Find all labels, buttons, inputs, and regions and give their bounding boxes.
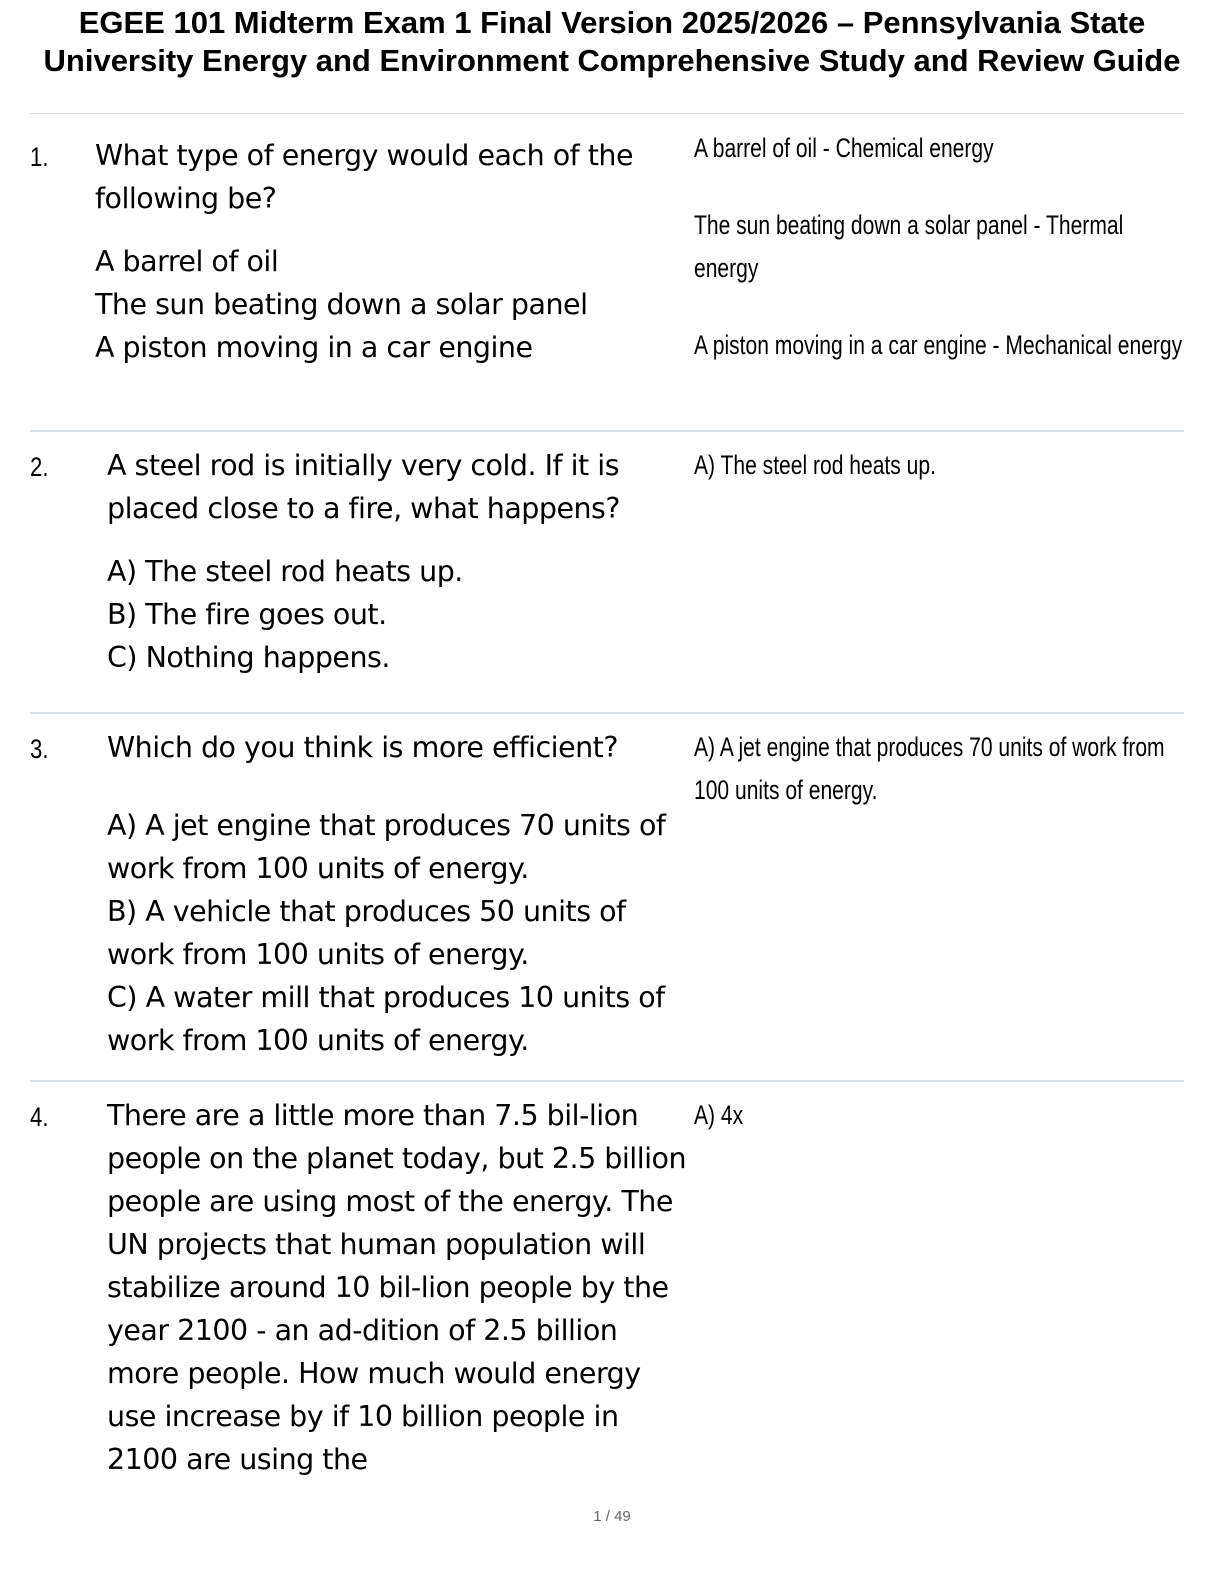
divider [30, 1080, 1184, 1082]
answer-1 [694, 127, 1184, 367]
page-number: 1 / 49 [593, 1508, 631, 1525]
option: A barrel of oil [95, 245, 279, 278]
answer-4 [694, 1094, 1184, 1137]
option: A) The steel rod heats up. [107, 555, 463, 588]
answer-3 [694, 726, 1184, 812]
option: B) The fire goes out. [107, 598, 387, 631]
question-number: 4. [30, 1102, 49, 1132]
option: The sun beating down a solar panel [95, 288, 588, 321]
question-number: 1. [30, 142, 49, 172]
answer-2 [694, 444, 1184, 487]
option: A piston moving in a car engine [95, 331, 533, 364]
option: C) A water mill that produces 10 units of work from 100 units of energy. [107, 981, 665, 1057]
option: A) A jet engine that produces 70 units of work from 100 units of energy. [107, 809, 666, 885]
document-title: EGEE 101 Midterm Exam 1 Final Version 2025/2026 – Pennsylvania State University Energy and Environment Comprehensive Study and Review Guide [43, 5, 1181, 78]
question-number: 2. [30, 452, 49, 482]
answer-text: A) A jet engine that produces 70 units of work from 100 units of energy. [694, 732, 1165, 805]
question-number: 3. [30, 734, 49, 764]
divider [30, 712, 1184, 714]
question-prompt: Which do you think is more efficient? [107, 731, 618, 764]
question-prompt: A steel rod is initially very cold. If it is placed close to a fire, what happens? [107, 449, 621, 525]
answer-text: The sun beating down a solar panel - Thermal energy [694, 210, 1124, 283]
question-3 [107, 726, 689, 1062]
question-prompt: There are a little more than 7.5 bil-lion people on the planet today, but 2.5 billion people are using most of the energy. The UN projects that human population will stabilize around 10 bil-lion people by the year 2100 - an ad-dition of 2.5 billion more people. How much would energy use increase by if 10 billion people in 2100 are using the [107, 1099, 687, 1476]
question-2 [107, 444, 685, 679]
answer-text: A) The steel rod heats up. [694, 450, 936, 480]
answer-text: A) 4x [694, 1100, 744, 1130]
question-1 [95, 134, 685, 369]
divider [30, 113, 1184, 114]
divider [30, 430, 1184, 432]
option: B) A vehicle that produces 50 units of work from 100 units of energy. [107, 895, 626, 971]
question-4 [107, 1094, 689, 1481]
option: C) Nothing happens. [107, 641, 390, 674]
question-prompt: What type of energy would each of the following be? [95, 139, 634, 215]
answer-text: A barrel of oil - Chemical energy [694, 133, 994, 163]
answer-text: A piston moving in a car engine - Mechanical energy [694, 330, 1183, 360]
